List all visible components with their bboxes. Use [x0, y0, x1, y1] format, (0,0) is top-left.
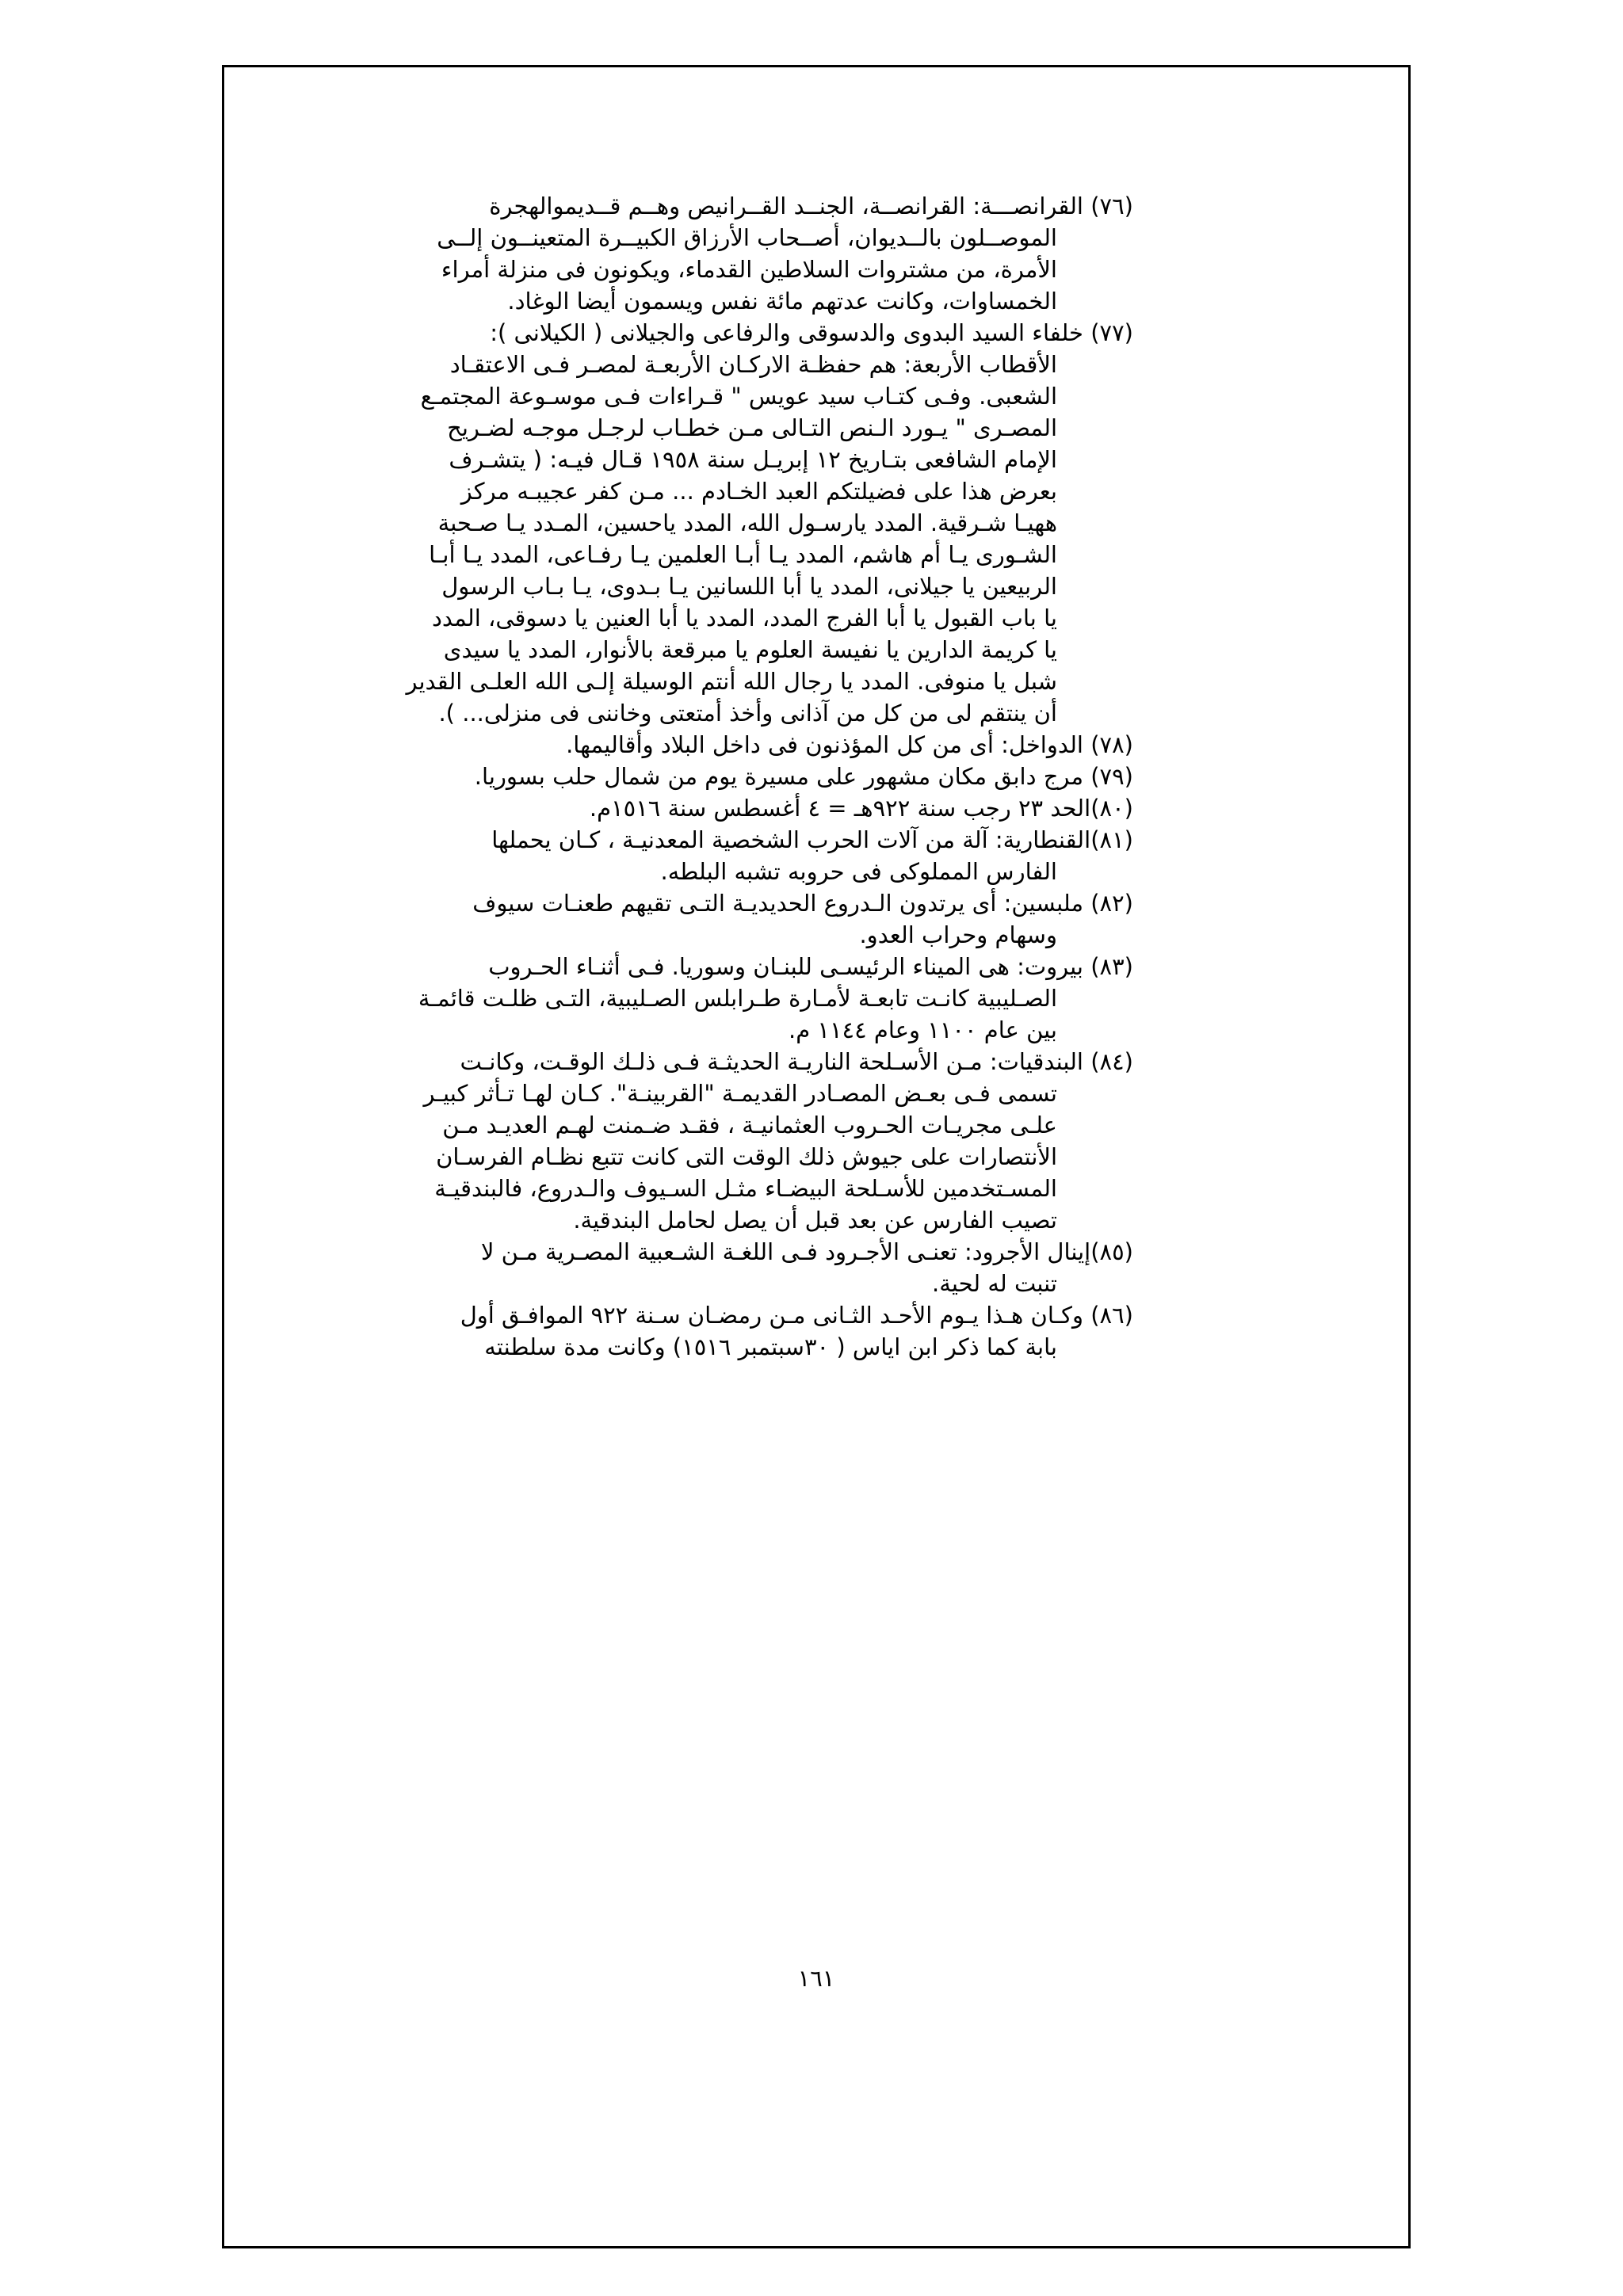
footnote-line: تسمى فـى بعـض المصـادر القديمـة "القربينـة". كـان لهـا تـأثر كبيـر	[423, 1080, 1057, 1107]
footnote-80	[396, 792, 1133, 824]
footnote-line: ههيـا شـرقية. المدد يارسـول الله، المدد ياحسين، المـدد يـا صـحبة	[437, 509, 1057, 536]
footnote-85	[396, 1236, 1133, 1299]
footnote-82	[396, 887, 1133, 951]
footnote-line: أن ينتقم لى من كل من آذانى وأخذ أمتعتى وخاننى فى منزلى... ).	[438, 700, 1057, 727]
footnote-line: شبل يا منوفى. المدد يا رجال الله أنتم الوسيلة إلـى الله العلـى القدير	[406, 668, 1057, 695]
footnote-79	[396, 761, 1133, 792]
footnote-line: (٧٨) الدواخل: أى من كل المؤذنون فى داخل البلاد وأقاليمها.	[566, 731, 1133, 758]
footnote-line: الفارس المملوكى فى حروبه تشبه البلطه.	[660, 858, 1057, 885]
footnote-84	[396, 1046, 1133, 1236]
footnote-line: بعرض هذا على فضيلتكم العبد الخـادم ... مـن كفر عجيبـه مركز	[460, 478, 1057, 505]
footnote-line: يا باب القبول يا أبا الفرج المدد، المدد يا أبا العنين يا دسوقى، المدد	[431, 605, 1057, 631]
footnote-78	[396, 729, 1133, 761]
footnote-line: الموصــلون بالــديوان، أصــحاب الأرزاق الكبيــرة المتعينــون إلــى	[437, 224, 1057, 251]
footnote-83	[396, 951, 1133, 1046]
footnote-line: وسهام وحراب العدو.	[859, 921, 1057, 948]
footnote-line: الإمام الشافعى بتـاريخ ١٢ إبريـل سنة ١٩٥٨ قـال فيـه: ( يتشـرف	[449, 446, 1057, 473]
footnote-line: (٧٧) خلفاء السيد البدوى والدسوقى والرفاعى والجيلانى ( الكيلانى ):	[490, 319, 1133, 346]
footnote-line: (٨٥)إينال الأجرود: تعنـى الأجـرود فـى اللغـة الشـعبية المصـرية مـن لا	[480, 1238, 1133, 1265]
footnote-line: (٨٣) بيروت: هى الميناء الرئيسـى للبنـان وسوريا. فـى أثنـاء الحـروب	[488, 953, 1133, 980]
footnote-line: (٨٤) البندقيات: مـن الأسـلحة الناريـة الحديثـة فـى ذلـك الوقـت، وكانـت	[460, 1048, 1133, 1075]
footnote-line: علـى مجريـات الحـروب العثمانيـة ، فقـد ضـمنت لهـم العديـد مـن	[442, 1112, 1057, 1138]
footnote-line: تنبت له لحية.	[932, 1270, 1057, 1297]
footnote-line: (٧٦) القرانصـــة: القرانصــة، الجنــد القــرانيص وهــم قــديموالهجرة	[489, 193, 1133, 219]
footnote-line: الصـليبية كانـت تابعـة لأمـارة طـرابلس الصـليبية، التـى ظلـت قائمـة	[418, 985, 1057, 1012]
footnote-line: بابة كما ذكر ابن اياس ( ٣٠سبتمبر ١٥١٦) وكانت مدة سلطنته	[484, 1333, 1057, 1360]
footnote-line: (٨١)القنطارية: آلة من آلات الحرب الشخصية المعدنيـة ، كـان يحملها	[491, 826, 1133, 853]
footnote-line: (٧٩) مرج دابق مكان مشهور على مسيرة يوم من شمال حلب بسوريا.	[474, 763, 1133, 790]
footnote-line: المصـرى " يـورد الـنص التـالى مـن خطـاب لرجـل موجـه لضـريح	[447, 414, 1057, 441]
footnote-81	[396, 824, 1133, 887]
footnote-line: بين عام ١١٠٠ وعام ١١٤٤ م.	[788, 1016, 1057, 1043]
footnote-line: الربيعين يا جيلانى، المدد يا أبا اللسانين يـا بـدوى، يـا بـاب الرسول	[441, 573, 1057, 600]
footnote-line: الخمساوات، وكانت عدتهم مائة نفس ويسمون أيضا الوغاد.	[507, 288, 1057, 315]
footnote-line: (٨٦) وكـان هـذا يـوم الأحـد الثـانى مـن رمضـان سـنة ٩٢٢ الموافـق أول	[460, 1302, 1133, 1329]
footnote-line: الشـورى يـا أم هاشم، المدد يـا أبـا العلمين يـا رفـاعى، المدد يـا أبـا	[429, 541, 1057, 568]
footnote-line: الشعبى. وفـى كتـاب سيد عويس " قـراءات فـى موسـوعة المجتمـع	[420, 383, 1057, 410]
footnote-line: تصيب الفارس عن بعد قبل أن يصل لحامل البندقية.	[573, 1207, 1057, 1234]
footnote-86	[396, 1299, 1133, 1363]
footnote-77	[396, 317, 1133, 729]
footnotes-body	[396, 190, 1133, 1363]
page-number: ١٦١	[797, 1965, 835, 1992]
footnote-line: الأقطاب الأربعة: هم حفظـة الاركـان الأربعـة لمصـر فـى الاعتقـاد	[449, 351, 1057, 378]
footnote-line: يا كريمة الدارين يا نفيسة العلوم يا مبرقعة بالأنوار، المدد يا سيدى	[443, 636, 1057, 663]
footnote-line: الأمرة، من مشتروات السلاطين القدماء، ويكونون فى منزلة أمراء	[441, 256, 1057, 283]
footnote-76	[396, 190, 1133, 317]
footnote-line: المسـتخدمين للأسـلحة البيضـاء مثـل السـيوف والـدروع، فالبندقيـة	[434, 1175, 1057, 1202]
footnote-line: (٨٢) ملبسين: أى يرتدون الـدروع الحديديـة التـى تقيهم طعنـات سيوف	[472, 890, 1133, 917]
footnote-line: الأنتصارات على جيوش ذلك الوقت التى كانت تتبع نظـام الفرسـان	[436, 1143, 1057, 1170]
footnote-line: (٨٠)الحد ٢٣ رجب سنة ٩٢٢هـ = ٤ أغسطس سنة ١٥١٦م.	[589, 795, 1133, 822]
